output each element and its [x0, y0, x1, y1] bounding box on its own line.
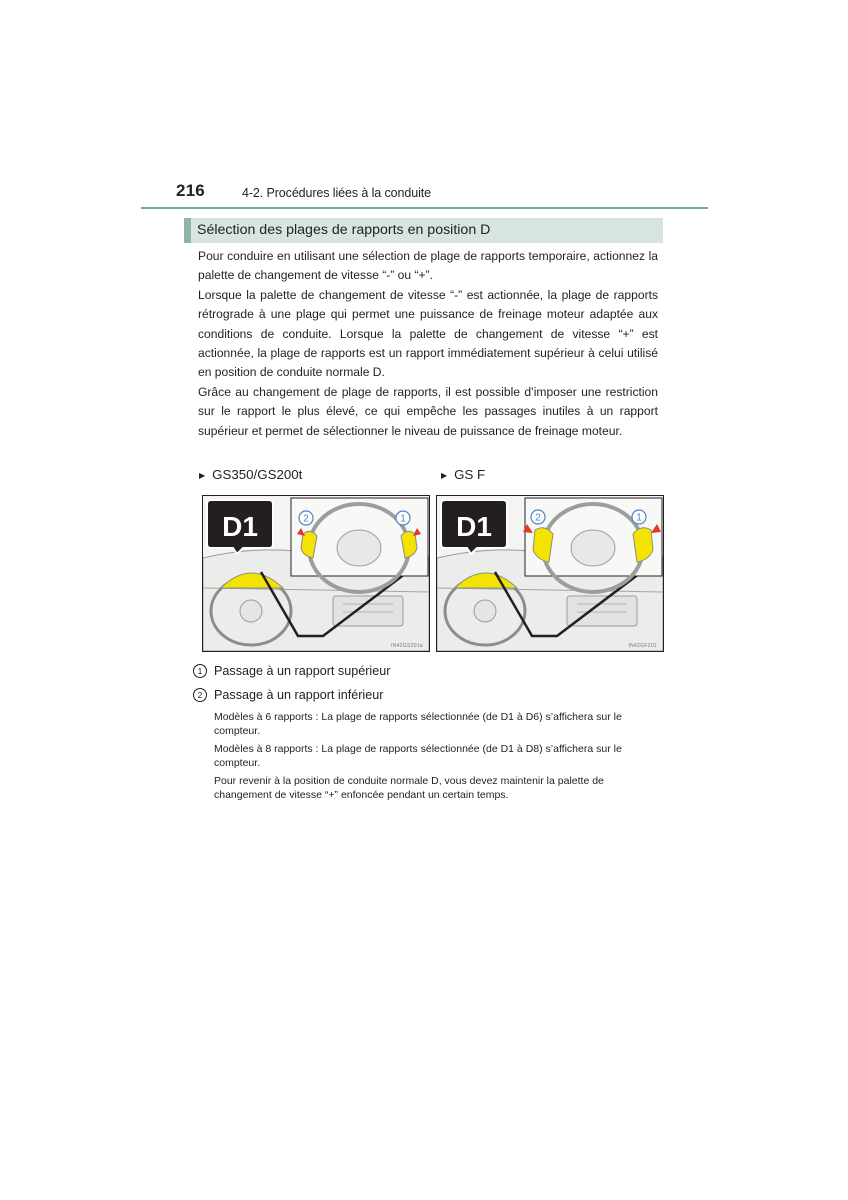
circled-number: 2: [193, 688, 207, 702]
triangle-bullet-icon: ▶: [199, 471, 206, 480]
section-title: Sélection des plages de rapports en position D: [197, 222, 491, 238]
callout-1: 1: [400, 513, 406, 525]
notes: [214, 711, 660, 808]
illustration-gs350: [202, 495, 430, 652]
legend-item-downshift: [193, 688, 383, 702]
figure-id: IN42GS201a: [391, 643, 423, 649]
illustration-gsf: [436, 495, 664, 652]
note: Modèles à 8 rapports : La plage de rapports sélectionnée (de D1 à D8) s’affichera sur le compteur.: [214, 743, 622, 769]
callout-2: 2: [303, 513, 309, 525]
page-number: 216: [176, 181, 205, 200]
legend-text: Passage à un rapport supérieur: [214, 664, 391, 678]
paragraph: Pour conduire en utilisant une sélection de plage de rapports temporaire, actionnez la palette de changement de vitesse “-” ou “+”.: [198, 249, 658, 283]
model-label-gs350: [199, 467, 302, 482]
figure-id: IN42GF201: [628, 643, 657, 649]
triangle-bullet-icon: ▶: [441, 471, 448, 480]
section-accent: [184, 218, 191, 243]
legend-text: Passage à un rapport inférieur: [214, 688, 384, 702]
model-name: GS350/GS200t: [212, 467, 303, 482]
chapter-title: 4-2. Procédures liées à la conduite: [242, 186, 431, 200]
note: Pour revenir à la position de conduite normale D, vous devez maintenir la palette de changement de vitesse “+” enfoncée pendant un certain temps.: [214, 775, 604, 801]
model-name: GS F: [454, 467, 486, 482]
cockpit-illustration: [437, 496, 663, 651]
body-text: [198, 247, 658, 441]
gear-display-text: D1: [456, 511, 492, 542]
paragraph: Lorsque la palette de changement de vitesse “-” est actionnée, la plage de rapports rétrograde à une plage qui permet une puissance de freinage moteur adaptée aux conditions de conduite. Lorsque la palette de changement de vitesse “+” est actionnée, la plage de rapports est un rapport immédiatement supérieur à celui utilisé en position de conduite normale D.: [198, 287, 658, 380]
callout-2: 2: [535, 512, 541, 524]
paragraph: Grâce au changement de plage de rapports, il est possible d’imposer une restriction sur le rapport le plus élevé, ce qui empêche les passages inutiles à un rapport supérieur et permet de sélectionner le niveau de puissance de freinage moteur.: [198, 384, 658, 438]
cockpit-illustration: [203, 496, 429, 651]
note: Modèles à 6 rapports : La plage de rapports sélectionnée (de D1 à D6) s’affichera sur le compteur.: [214, 711, 622, 737]
model-label-gsf: [441, 467, 485, 482]
header-divider: [141, 207, 708, 209]
circled-number: 1: [193, 664, 207, 678]
legend-item-upshift: [193, 664, 390, 678]
section-heading: [184, 218, 663, 243]
callout-1: 1: [636, 512, 642, 524]
gear-display-text: D1: [222, 511, 258, 542]
